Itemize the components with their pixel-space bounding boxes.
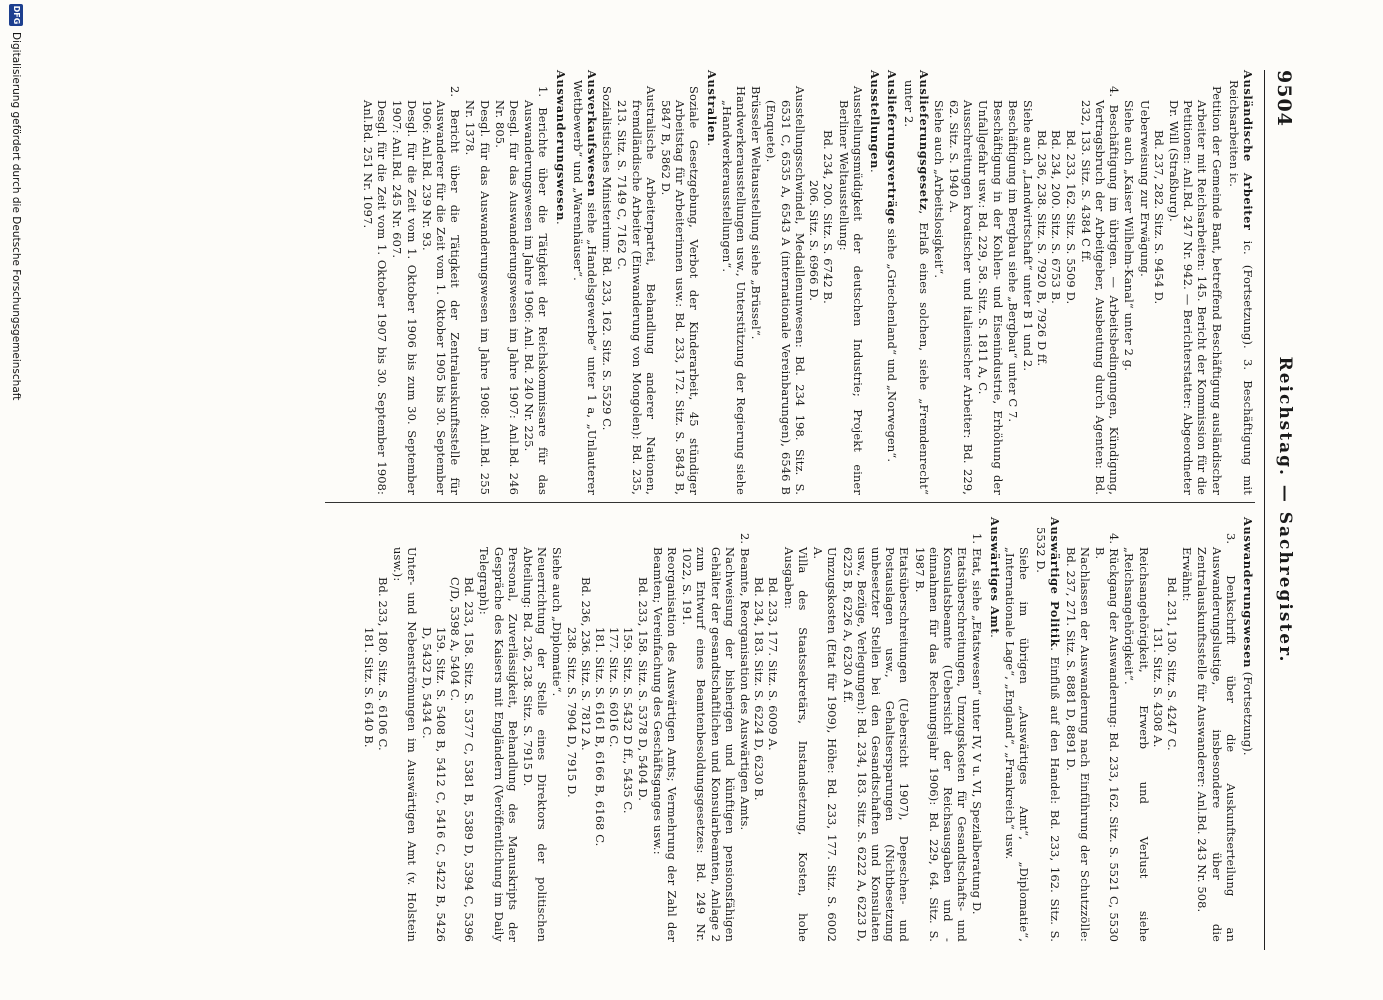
index-entry	[987, 517, 1001, 942]
subentry: Ausstellungsschwindel, Medaillenunwesen: Bd. 234 198. Sitz. S. 6531 C, 6535 A, 6543 A (internationale Vereinbarungen), 6546 B (Enquete).	[764, 86, 807, 495]
subentry: Soziale Gesetzgebung, Verbot der Kinderarbeit, 45 stündiger Arbeitstag für Arbeiterinnen usw.: Bd. 233, 172. Sitz. S. 5843 B, 5847 B, 5862 D.	[659, 86, 702, 495]
subentry: 4. Rückgang der Auswanderung: Bd. 233, 162. Sitz. S. 5521 C, 5530 B.	[1092, 533, 1122, 942]
subentry: Handwerkerausstellungen usw., Unterstützung der Regierung siehe „Handwerkerausstellungen“.	[719, 86, 749, 495]
subentry: Ueberweisung zur Erwägung.	[1137, 100, 1152, 277]
subentry: Brüsseler Weltausstellung siehe „Brüssel“.	[749, 86, 764, 340]
subentry: Siehe auch „Diplomatie“.	[550, 547, 565, 697]
index-entry-text: siehe „Griechenland“ und „Norwegen“.	[885, 224, 900, 463]
index-keyword: Ausverkaufswesen	[585, 70, 600, 197]
page-header	[1269, 70, 1295, 950]
dfg-logo: DFG	[9, 4, 23, 26]
subentry: Siehe auch „Landwirtschaft“ unter B 1 und 2.	[1020, 100, 1035, 372]
subentry: 3. Denkschrift über die Auskunftserteilung an Auswanderungslustige, insbesondere über die Zentralauskunftsstelle für Auswanderer: Anl.Bd. 243 Nr. 508.	[1195, 533, 1238, 942]
subentry: Unter- und Nebenströmungen im Auswärtigen Amt (v. Holstein usw.):	[391, 547, 420, 942]
subentry: Etatsüberschreitungen, Umzugskosten für Gesandtschafts- und Konsulatsbeamte (Uebersicht der Reichsausgaben und -einnahmen für das Rechnungsjahr 1906): Bd. 229, 64. Sitz. S. 1987 B.	[912, 547, 970, 942]
subentry: Etatsüberschreitungen (Uebersicht 1907), Depeschen- und Postauslagen usw., Gehaltsersparungen (Nichtbesetzung unbesetzter Stellen bei den Gesandtschaften und Konsulaten usw., Bezüge, Verlegungen): Bd. 234, 183. Sitz. S. 6222 A, 6223 D, 6225 B, 6226 A, 6230 A ff.	[840, 547, 912, 942]
index-entry	[1227, 70, 1255, 495]
subentry: 1. Berichte über die Tätigkeit der Reichskommissare für das Auswanderungswesen im Jahre 1906: Anl. Bd. 240 Nr. 225.	[522, 86, 551, 495]
subentry: Siehe auch „Kaiser Wilhelm-Kanal“ unter 2 g.	[1122, 100, 1137, 371]
subentry: 4. Beschäftigung im übrigen. — Arbeitsbedingungen, Kündigung, Vertragsbruch der Arbeitgeber, Ausbeutung durch Agenten: Bd. 232, 133. Sitz. S. 4384 C ff.	[1078, 86, 1122, 495]
subentry: Umzugskosten (Etat für 1909), Höhe: Bd. 233, 177. Sitz. S. 6002 A.	[811, 547, 840, 942]
reference-line: 238. Sitz. S. 7904 D, 7915 D.	[564, 627, 579, 798]
index-keyword: Auswanderungswesen	[1241, 517, 1255, 668]
index-entry-text: (Fortsetzung).	[1241, 667, 1255, 756]
running-head: Reichstag. — Sachregister.	[1275, 356, 1295, 664]
index-entry	[704, 70, 718, 495]
subentry: Erwähnt:	[1180, 547, 1195, 602]
subentry: Nachweisung der bisherigen und künftigen pensionsfähigen Gehälter der gesandtschaftlichen und Konsularbeamten, Anlage 2 zum Entwurf eines Beamtenbesoldungsgesetzes: Bd. 249 Nr. 1022, S. 191.	[680, 547, 737, 942]
reference-line: 181. Sitz. S. 6140 B.	[361, 627, 376, 748]
reference-line: 159. Sitz. S. 5408 B, 5412 C, 5416 C, 5422 B, 5426 D, 5432 D, 5434 C.	[419, 627, 448, 942]
subentry: Ausstellungsmüdigkeit der deutschen Industrie; Projekt einer Berliner Weltausstellung:	[836, 86, 865, 495]
subentry: Beschäftigung in der Kohlen- und Eisenindustrie, Erhöhung der Unfallgefahr usw.: Bd. 229, 58. Sitz. S. 1811 A, C.	[976, 100, 1005, 495]
reference-line: Bd. 233, 158. Sitz. S. 5377 C, 5381 B, 5389 D, 5394 C, 5396 C/D, 5398 A, 5404 C.	[448, 577, 477, 942]
subentry: Petition der Gemeinde Bant, betreffend Beschäftigung ausländischer Arbeiter mit Reichsarbeiten: 145. Bericht der Kommission für die Petitionen: Anl.Bd. 247 Nr. 942. — Berichterstatter: Abgeordneter Dr. Will (Straßburg).	[1166, 86, 1224, 495]
reference-line: Bd. 233, 162. Sitz. S. 5509 D.	[1063, 130, 1078, 305]
subentry: Beschäftigung im Bergbau siehe „Bergbau“ unter C 7.	[1005, 100, 1020, 423]
index-entry-text: .	[987, 634, 1002, 638]
reference-line: 159. Sitz. S. 5432 D ff., 5435 C.	[621, 627, 636, 814]
index-entry-text: .	[553, 220, 568, 225]
index-entry-text: ic. (Fortsetzung). 3. Beschäftigung mit Reichsarbeiten ic.	[1226, 80, 1255, 495]
index-entry	[885, 70, 899, 495]
column-divider	[325, 502, 1255, 503]
index-entry-text: siehe „Handelsgewerbe“ unter 1 a, „Unlauterer Wettbewerb“ und „Warenhäuser“.	[570, 80, 600, 495]
page-number: 9504	[1273, 70, 1295, 127]
subentry: Reichsangehörigkeit, Erwerb und Verlust siehe „Reichsangehörigkeit“.	[1122, 547, 1151, 942]
index-entry	[571, 70, 599, 495]
subentry: Reorganisation des Auswärtigen Amts; Vermehrung der Zahl der Beamten; Vereinfachung des Geschäftsganges usw.:	[650, 547, 680, 942]
subentry: Nachlassen der Auswanderung nach Einführung der Schutzzölle: Bd. 237, 271. Sitz. S. 8881 D, 8891 D.	[1063, 547, 1092, 942]
subentry: Neuerrichtung der Stelle eines Direktors der politischen Abteilung: Bd. 236, 238. Sitz. S. 7915 D.	[521, 547, 550, 942]
index-entry	[1241, 517, 1255, 942]
subentry: Ausschreitungen kroatischer und italienischer Arbeiter: Bd. 229, 62. Sitz. S. 1940 A.	[946, 100, 976, 495]
reference-line: Bd. 234, 200. Sitz. S. 6742 B.	[821, 130, 836, 304]
subentry: 1. Etat, siehe „Etatswesen“ unter IV, V u. VI, Spezialberatung D.	[970, 533, 985, 915]
reference-line: 177. Sitz. S. 6016 C.	[607, 627, 622, 748]
subentry: Australische Arbeiterpartei, Behandlung anderer Nationen, fremdländische Arbeiter (Einwanderung von Mongolen): Bd. 235, 213. Sitz. S. 7149 C, 7162 C.	[615, 86, 658, 495]
index-keyword: Auslieferungsverträge	[885, 70, 900, 225]
index-keyword: Ausstellungen	[867, 70, 882, 169]
subentry: Desgl. für die Zeit vom 1. Oktober 1907 bis 30. September 1908: Anl.Bd. 251 Nr. 1097.	[361, 100, 390, 495]
subentry: Desgl. für das Auswanderungswesen im Jahre 1908: Anl.Bd. 255 Nr. 1378.	[463, 100, 492, 495]
reference-line: Bd. 231, 130. Sitz. S. 4247 C.	[1164, 577, 1179, 751]
subentry: 2. Bericht über die Tätigkeit der Zentralauskunftsstelle für Auswanderer für die Zeit vom 1. Oktober 1905 bis 30. September 1906: Anl.Bd. 239 Nr. 93.	[419, 86, 463, 495]
reference-line: 206. Sitz. S. 6966 D.	[807, 180, 822, 301]
index-keyword: Auswärtiges Amt	[987, 517, 1002, 635]
reference-line: Bd. 233, 158. Sitz. S. 5378 D, 5404 D.	[635, 577, 650, 802]
reference-line: Bd. 234, 200. Sitz. S. 6753 B.	[1049, 130, 1064, 304]
right-column	[362, 517, 1255, 942]
index-keyword: Auswärtige Politik	[1048, 517, 1063, 648]
reference-line: Bd. 234, 183. Sitz. S. 6224 D, 6230 B.	[752, 577, 767, 801]
index-keyword: Australien	[704, 70, 719, 143]
index-keyword: Auslieferungsgesetz	[916, 70, 931, 211]
reference-line: Bd. 236, 238. Sitz. S. 7920 B, 7926 D ff.	[1035, 130, 1050, 367]
subentry: Siehe im übrigen „Auswärtiges Amt“, „Diplomatie“, „Internationale Lage“, „England“, „Frankreich“ usw.	[1002, 547, 1031, 942]
digitization-footer	[9, 0, 23, 1000]
reference-line: 181. Sitz. S. 6161 B, 6166 B, 6168 C.	[593, 627, 608, 847]
subentry: Desgl. für die Zeit vom 1. Oktober 1906 bis zum 30. September 1907: Anl.Bd. 245 Nr. 607.	[390, 100, 419, 495]
left-column	[360, 70, 1255, 495]
reference-line: Bd. 236, 236. Sitz. S. 7812 A.	[578, 577, 593, 751]
subentry: Siehe auch „Arbeitslosigkeit“.	[931, 100, 946, 279]
footer-text: Digitalisierung gefördert durch die Deutsche Forschungsgemeinschaft	[10, 32, 22, 401]
index-entry-text: .	[867, 168, 882, 173]
index-entry-text: . Einfluß auf den Handel: Bd. 233, 162. Sitz. S. 5532 D.	[1034, 527, 1063, 942]
index-keyword: Ausländische Arbeiter	[1241, 70, 1255, 231]
index-entry	[902, 70, 930, 495]
index-entry-text: , Erlaß eines solchen, siehe „Fremdenrecht“ unter 2.	[902, 80, 931, 495]
index-entry	[553, 70, 567, 495]
header-rule	[1264, 70, 1265, 950]
index-entry-text: .	[704, 142, 719, 147]
subentry: Desgl. für das Auswanderungswesen im Jahre 1907: Anl.Bd. 246 Nr. 805.	[492, 100, 522, 495]
reference-line: Bd. 237, 282. Sitz. S. 9454 D.	[1151, 130, 1166, 305]
subentry: Villa des Staatssekretärs, Instandsetzung, Kosten, hohe Ausgaben:	[781, 547, 810, 942]
index-entry	[1034, 517, 1062, 942]
subentry: 2. Beamte, Reorganisation des Auswärtigen Amts.	[738, 533, 753, 831]
index-entry	[868, 70, 882, 495]
index-keyword: Auswanderungswesen	[553, 70, 568, 221]
reference-line: 131. Sitz. S. 4308 A.	[1150, 627, 1165, 748]
subentry: Sozialistisches Ministerium: Bd. 233, 162. Sitz. S. 5529 C.	[600, 86, 615, 431]
subentry: Personal, Zuverlässigkeit, Behandlung des Manuskripts der Gespräche des Kaisers mit Engländern (Veröffentlichung im Daily Telegraph):	[477, 547, 520, 942]
reference-line: Bd. 233, 177. Sitz. S. 6009 A.	[766, 577, 781, 751]
reference-line: Bd. 233, 180. Sitz. S. 6106 C.	[376, 577, 391, 751]
